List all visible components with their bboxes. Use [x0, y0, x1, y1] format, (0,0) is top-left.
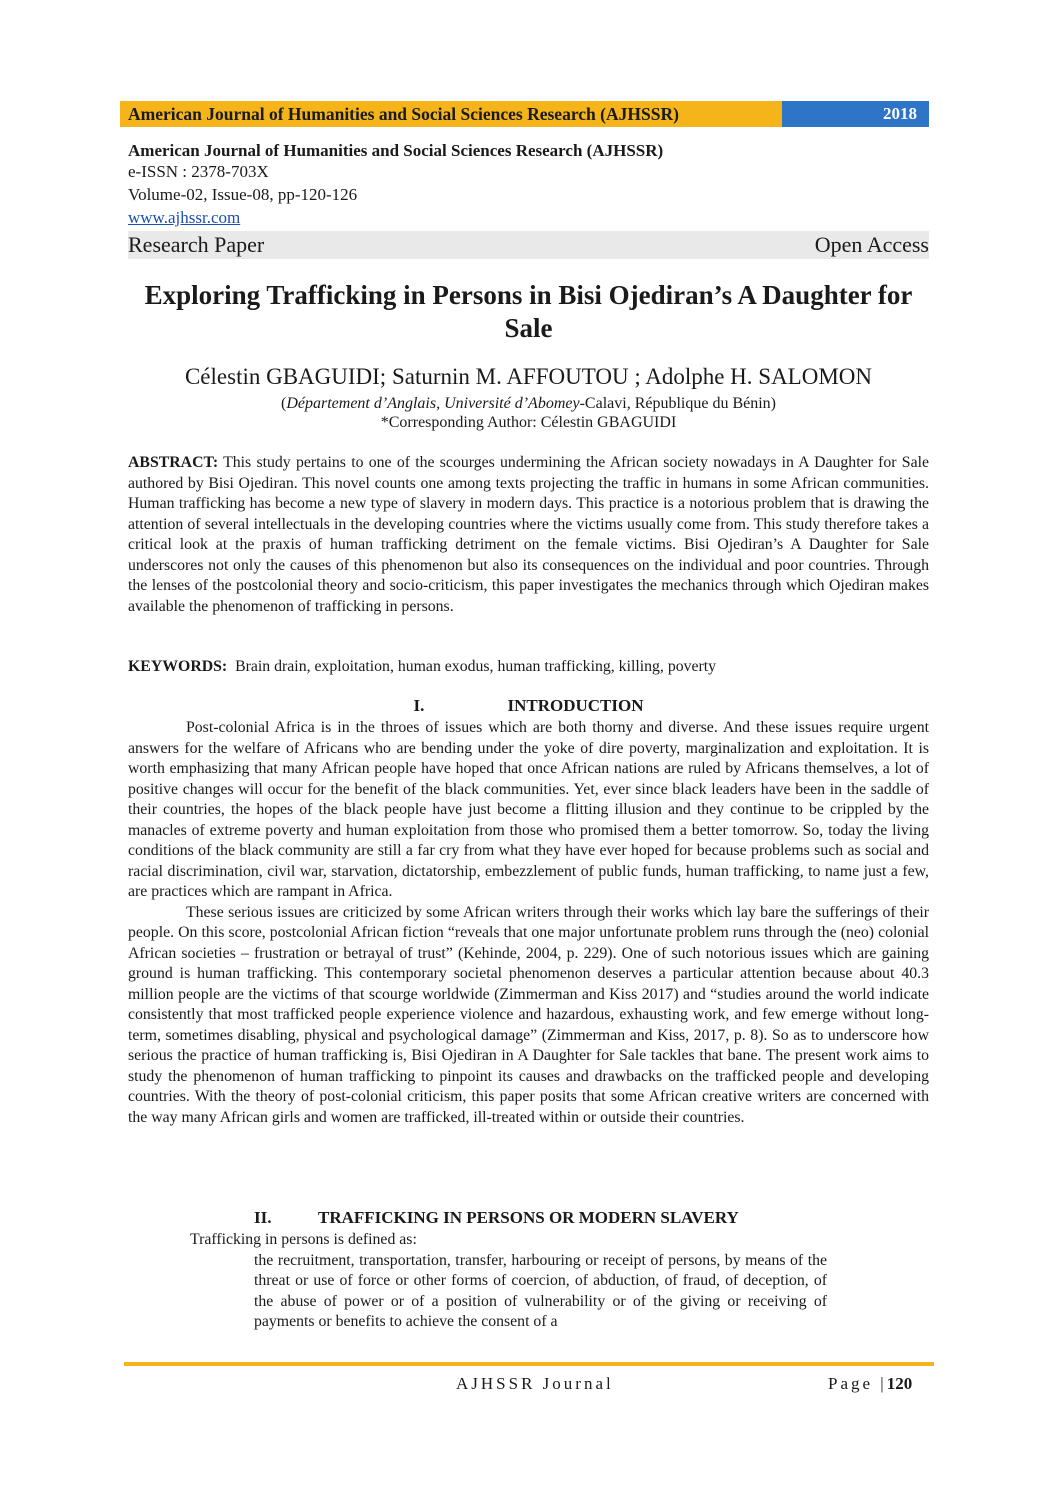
- page-label: Page: [828, 1374, 874, 1393]
- abstract-label: ABSTRACT:: [128, 454, 219, 471]
- header-year: 2018: [782, 101, 929, 127]
- keywords: [128, 657, 929, 678]
- section-number: I.: [413, 696, 425, 715]
- section-title: INTRODUCTION: [507, 696, 644, 715]
- footer-journal: AJHSSR Journal: [456, 1374, 614, 1393]
- section-number: II.: [254, 1208, 272, 1227]
- page-separator: |: [880, 1374, 887, 1393]
- paper-title: Exploring Trafficking in Persons in Bisi Ojediran’s A Daughter for Sale: [144, 280, 913, 343]
- page-number: [828, 1374, 912, 1394]
- section-heading-trafficking: [128, 1208, 929, 1228]
- header-journal-name: American Journal of Humanities and Social Sciences Research (AJHSSR): [120, 101, 782, 127]
- affiliation: [128, 394, 929, 414]
- keywords-text: Brain drain, exploitation, human exodus, human trafficking, killing, poverty: [235, 658, 717, 675]
- definition-lead: Trafficking in persons is defined as:: [190, 1231, 417, 1248]
- definition-quote: the recruitment, transportation, transfer, harbouring or receipt of persons, by means of the threat or use of force or other forms of coercion, of abduction, of fraud, of deception, of the abuse of power or of a position of vulnerability or of the giving or receiving of payments or benefits to achieve the consent of a: [254, 1251, 827, 1330]
- section-title: TRAFFICKING IN PERSONS OR MODERN SLAVERY: [318, 1208, 739, 1227]
- paragraph: Post-colonial Africa is in the throes of issues which are both thorny and diverse. And these issues require urgent answers for the welfare of Africans who are bending under the yoke of dire poverty, marginalization and exploitation. It is worth emphasizing that many African people have hoped that once African nations are ruled by Africans themselves, a lot of positive changes will occur for the benefit of the black communities. Yet, ever since black leaders have been in the saddle of their countries, the hopes of the black people have just become a flitting illusion and they continue to be crippled by the manacles of extreme poverty and human exploitation from those who promised them a better tomorrow. So, today the living conditions of the black community are still a far cry from what they have ever hoped for because problems such as social and racial discrimination, civil war, starvation, dictatorship, embezzlement of public funds, human trafficking, to name just a few, are practices which are rampant in Africa.: [128, 719, 929, 900]
- footer-rule: [124, 1362, 934, 1366]
- paper-type-label: Research Paper: [128, 232, 265, 257]
- affiliation-open: (: [281, 395, 287, 412]
- section2-body: [128, 1230, 929, 1333]
- paper-type-bar: [128, 231, 929, 259]
- paragraph: These serious issues are criticized by some African writers through their works which lay bare the sufferings of their people. On this score, postcolonial African fiction “reveals that one major unfortunate problem runs through the (neo) colonial African societies – frustration or betrayal of trust” (Kehinde, 2004, p. 229). One of such notorious issues which are gaining ground is human trafficking. This contemporary societal phenomenon deserves a particular attention because about 40.3 million people are the victims of that scourge worldwide (Zimmerman and Kiss 2017) and “studies around the world indicate consistently that most trafficked people experience violence and hazardous, exhausting work, and few emerge without long-term, sometimes disabling, physical and psychological damage” (Zimmerman and Kiss, 2017, p. 8). So as to underscore how serious the practice of human trafficking is, Bisi Ojediran in A Daughter for Sale tackles that bane. The present work aims to study the phenomenon of human trafficking to pinpoint its causes and drawbacks on the trafficked people and developing countries. With the theory of post-colonial criticism, this paper posits that some African creative writers are concerned with the way many African girls and women are trafficked, ill-treated within or outside their countries.: [128, 903, 929, 1126]
- author-list: Célestin GBAGUIDI; Saturnin M. AFFOUTOU ; Adolphe H. SALOMON: [184, 364, 873, 389]
- keywords-label: KEYWORDS: [128, 658, 222, 675]
- affiliation-rest: -Calavi, République du Bénin): [579, 395, 776, 412]
- affiliation-italic: Département d’Anglais, Université d’Abomey: [286, 395, 580, 412]
- running-header: [120, 101, 929, 127]
- corresponding-author: *Corresponding Author: Célestin GBAGUIDI: [380, 414, 677, 431]
- abstract-text: This study pertains to one of the scourges undermining the African society nowadays in A Daughter for Sale authored by Bisi Ojediran. This novel counts one among texts projecting the traffic in humans in some African communities. Human trafficking has become a new type of slavery in modern days. This practice is a notorious problem that is drawing the attention of several intellectuals in the developing countries where the victims usually come from. This study therefore takes a critical look at the praxis of human trafficking detriment on the female victims. Bisi Ojediran’s A Daughter for Sale underscores not only the causes of this phenomenon but also its consequences on the individual and poor countries. Through the lenses of the postcolonial theory and socio-criticism, this paper investigates the mechanics through which Ojediran makes available the phenomenon of trafficking in persons.: [128, 454, 930, 615]
- access-label: Open Access: [814, 232, 929, 257]
- journal-title: American Journal of Humanities and Social Sciences Research (AJHSSR): [128, 141, 664, 160]
- section-heading-introduction: [128, 696, 929, 716]
- volume-info: Volume-02, Issue-08, pp-120-126: [128, 185, 358, 204]
- abstract: [128, 453, 929, 617]
- journal-url-link[interactable]: www.ajhssr.com: [128, 208, 241, 227]
- issn: e-ISSN : 2378-703X: [128, 162, 269, 181]
- keywords-separator: :: [221, 658, 228, 675]
- page-number-value: 120: [886, 1374, 913, 1393]
- introduction-body: [128, 718, 929, 1128]
